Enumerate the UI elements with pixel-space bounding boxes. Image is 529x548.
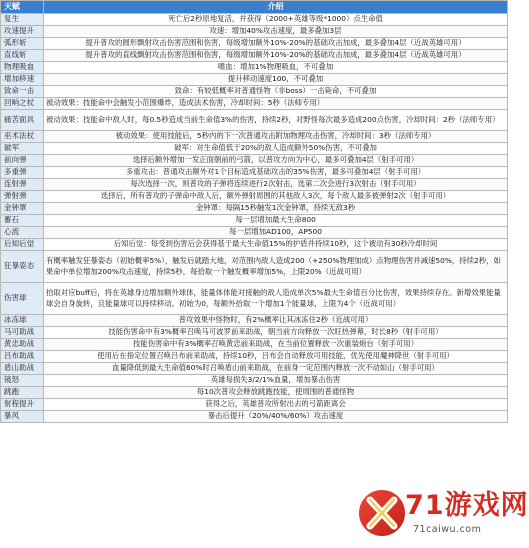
table-row [1,50,508,62]
table-row [1,351,508,363]
talent-description-cell: 每一层增加最大生命800 [44,215,508,227]
table-row [1,399,508,411]
table-row [1,167,508,179]
talent-description-cell: 普攻效果中怪物时，有2%概率让其冰冻住2秒（近战可用） [44,315,508,327]
talent-name-cell: 金钟罩 [1,203,44,215]
talent-name-cell: 痛苦面具 [1,110,44,131]
talent-name-cell: 伤害球 [1,283,44,315]
talent-description-cell: 后知后觉：每受到伤害后会获得基于最大生命值15%的护盾并持续10秒，这个被动有30秒冷却时间 [44,239,508,251]
talent-description-cell: 金钟罩：每隔15秒触发1次金钟罩，持续无敌3秒 [44,203,508,215]
talent-name-cell: 回响之杖 [1,98,44,110]
talent-description-cell: 多重攻击：普通攻击额外对1个目标造成基础攻击的35%伤害，最多可叠加4层（射手可用） [44,167,508,179]
column-header-talent: 天赋 [1,1,44,14]
talent-name-cell: 巫术法杖 [1,131,44,143]
talent-description-cell: 血量降低到最大生命值60%时召唤盾山前来助战，在前身一定范围内释放一次不动如山（射手可用） [44,363,508,375]
talent-name-cell: 多重弹 [1,167,44,179]
table-row [1,239,508,251]
table-row [1,315,508,327]
talent-description-cell: 使用后在指定位置召唤吕布前来助战，持续10秒，吕布会自动释放可用技能，优先使用魔神降世（射手可用） [44,351,508,363]
talent-description-cell: 死亡后2秒原地复活，并获得（2000+英雄等级*1000）点生命值 [44,14,508,26]
talent-description-cell: 致命：有较低概率对普通怪物（非boss）一击毙命，不可叠加 [44,86,508,98]
talent-name-cell: 复生 [1,14,44,26]
talent-description-cell: 破军：对生命值低于20%的敌人造成额外50%伤害，不可叠加 [44,143,508,155]
table-row [1,327,508,339]
table-row [1,110,508,131]
table-row [1,251,508,283]
talent-description-cell: 每次选择一次，则普攻的子弹将连续进行2次射击，选第二次会进行3次射击（射手可用） [44,179,508,191]
talent-name-cell: 连射弹 [1,179,44,191]
table-row [1,143,508,155]
talent-name-cell: 致命一击 [1,86,44,98]
talent-description-cell: 嗜血：增加1%物理吸血，不可叠加 [44,62,508,74]
table-row [1,179,508,191]
talent-description-cell: 技能伤害命中有3%概率召唤黄忠前来助战，在当前位置释放一次重装炮台（射手可用） [44,339,508,351]
talent-description-cell: 暴击后提升（20%/40%/60%）攻击速度 [44,411,508,423]
talent-name-cell: 狂暴姿态 [1,251,44,283]
table-row [1,283,508,315]
watermark-logo-icon [355,486,409,540]
talent-name-cell: 吕布助战 [1,351,44,363]
talent-description-cell: 每10次普攻会释放跳跑技能，使周围的普通怪物 [44,387,508,399]
talent-description-cell: 提升普攻的直线飘射攻击伤害范围和伤害，每级增加额外10%-20%的基础攻击加成，最多叠加4层（近战英雄可用） [44,50,508,62]
talent-name-cell: 射程提升 [1,399,44,411]
talent-description-cell: 被动效果：使用技能后，5秒内的下一次普通攻击附加物理攻击伤害，冷却时间：3秒（法师专用） [44,131,508,143]
talent-name-cell: 攻速提升 [1,26,44,38]
table-header-row [1,1,508,14]
talent-description-cell: 每一层增加AD100，AP500 [44,227,508,239]
talent-description-cell: 攻速：增加40%攻击速度，最多叠加3层 [44,26,508,38]
talent-name-cell: 冰冻球 [1,315,44,327]
talent-description-cell: 被动效果：技能命中会触发小范围爆炸，造成法术伤害，冷却时间：5秒（法师专用） [44,98,508,110]
table-row [1,387,508,399]
table-row [1,375,508,387]
watermark-url: 71caiwu.com [413,524,482,535]
talent-name-cell: 物理吸血 [1,62,44,74]
talent-name-cell: 蓄石 [1,215,44,227]
talent-description-cell: 英雄每损失3/2/1%血量，增加暴击伤害 [44,375,508,387]
talent-description-cell: 获得之后，英雄普攻所射出去的弓箭距离会 [44,399,508,411]
talent-description-cell: 拾取对应buff后，将在英雄身边增加额外球体，能量体体能对接触的敌人造成单次5%最大生命值百分比伤害，效果持续存在。新增效果能量球会自身旋转，且能量球可以持续移动。初始为0，每额外拾取一个增加1个能量球，上限为4个（近战可用） [44,283,508,315]
table-row [1,227,508,239]
table-row [1,26,508,38]
talent-name-cell: 盾山助战 [1,363,44,375]
table-row [1,14,508,26]
table-row [1,38,508,50]
site-watermark [355,484,529,544]
talent-name-cell: 增加移速 [1,74,44,86]
talent-description-cell: 被动效果：技能命中敌人时，每0.5秒造成当前生命值3%的伤害，持续2秒，对野怪每次最多造成200点伤害，冷却时间：2秒（法师专用） [44,110,508,131]
talent-name-cell: 暴风 [1,411,44,423]
talent-description-cell: 提升普攻的圆形飘射攻击伤害范围和伤害，每级增加额外10%-20%的基础攻击加成，最多叠加4层（近战英雄可用） [44,38,508,50]
table-row [1,215,508,227]
table-row [1,98,508,110]
table-row [1,363,508,375]
table-row [1,74,508,86]
talent-name-cell: 跳跑 [1,387,44,399]
talent-name-cell: 弹射弹 [1,191,44,203]
table-row [1,155,508,167]
table-body [1,14,508,423]
talent-description-cell: 提升移动速度100，不可叠加 [44,74,508,86]
talent-name-cell: 镜怒 [1,375,44,387]
watermark-title: 71游戏网 [405,490,529,521]
talent-name-cell: 直线斩 [1,50,44,62]
table-row [1,62,508,74]
talent-description-cell: 选择后，所有普攻的子弹命中敌人后，额外弹射周围的其他敌人3次，每个敌人最多被弹射2次（射手可用） [44,191,508,203]
table-row [1,411,508,423]
column-header-description: 介绍 [44,1,508,14]
table-row [1,86,508,98]
talent-name-cell: 黄忠助战 [1,339,44,351]
table-row [1,339,508,351]
talent-description-cell: 有概率触发狂暴姿态（初始概率5%），触发后就踏大地，对范围内敌人造成200（+250%物理加成）点物理伤害并减速50%，持续2秒，如果命中单位增加200%攻击速度，持续5秒，每拾取一个触发概率增加5%，上限20%（近战可用） [44,251,508,283]
talent-description-cell: 技能伤害命中有3%概率召唤马可波罗前来助战，朝当前方向释放一次旺热弹幕，时长8秒（射手可用） [44,327,508,339]
talent-name-cell: 心流 [1,227,44,239]
table-row [1,191,508,203]
talent-name-cell: 前向弹 [1,155,44,167]
talent-name-cell: 破军 [1,143,44,155]
talent-name-cell: 弧形斩 [1,38,44,50]
talent-description-cell: 选择后额外增加一发正面朝前的弓箭，以普攻方向为中心，最多可叠加4层（射手可用） [44,155,508,167]
table-row [1,203,508,215]
talent-name-cell: 后知后觉 [1,239,44,251]
table-row [1,131,508,143]
talent-name-cell: 马可助战 [1,327,44,339]
